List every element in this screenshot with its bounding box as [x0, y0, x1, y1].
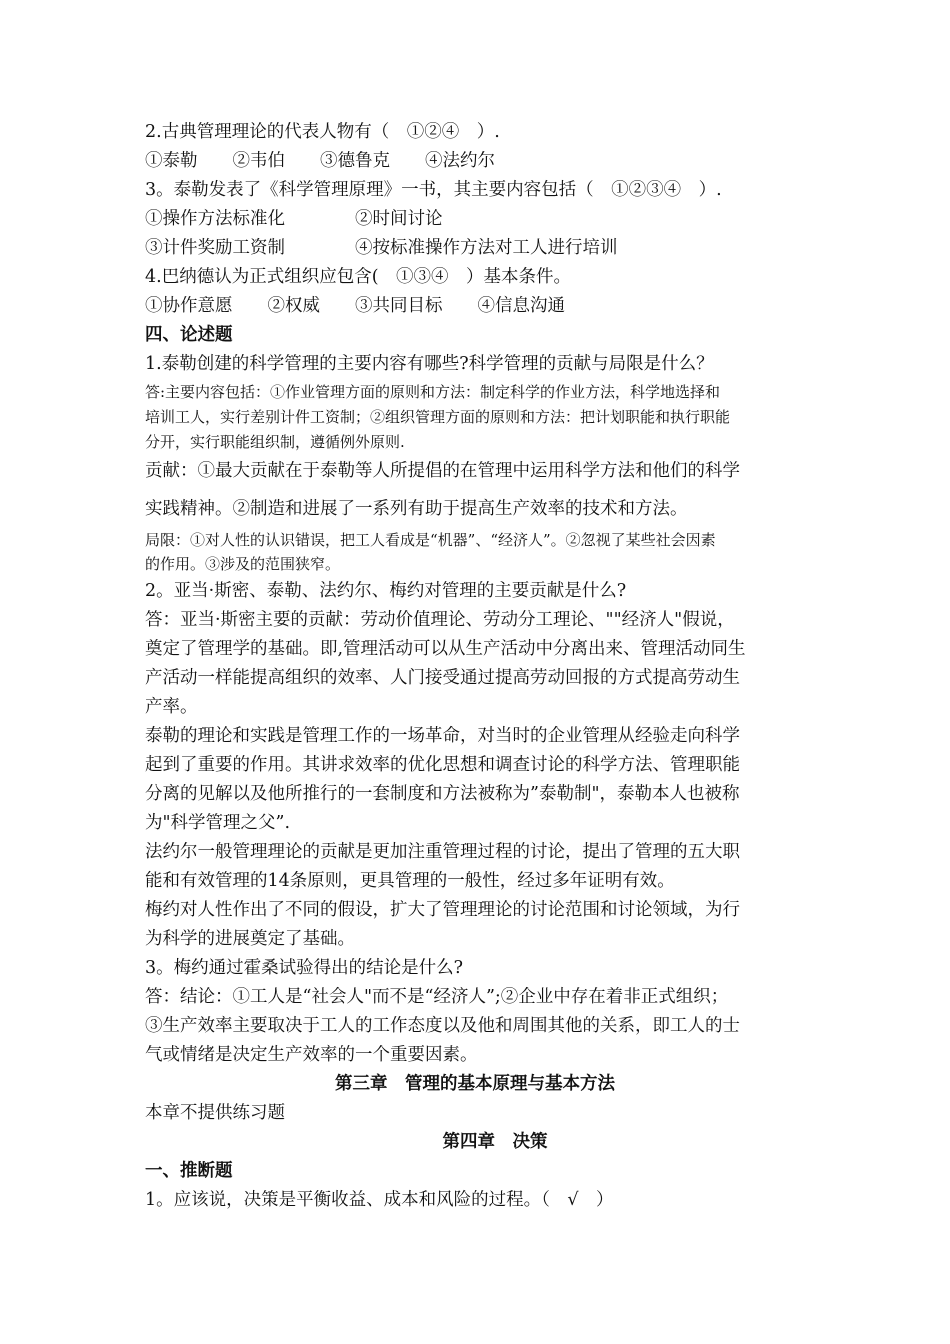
judgment-q1: 1。应该说，决策是平衡收益、成本和风险的过程。（ √ ） — [145, 1190, 614, 1210]
q2-options: ①泰勒 ②韦伯 ③德鲁克 ④法约尔 — [145, 151, 495, 171]
essay-q2-mayo-line-1: 梅约对人性作出了不同的假设，扩大了管理理论的讨论范围和讨论领域，为行 — [145, 900, 740, 920]
chapter-4-title: 第四章 决策 — [442, 1132, 548, 1152]
essay-q1-answer-line-2: 培训工人，实行差别计件工资制；②组织管理方面的原则和方法：把计划职能和执行职能 — [145, 408, 731, 426]
essay-q1-limitation-line-2: 的作用。③涉及的范围狭窄。 — [145, 555, 341, 573]
essay-q3-answer-line-2: ③生产效率主要取决于工人的工作态度以及他和周围其他的关系，即工人的士 — [145, 1016, 740, 1036]
q3-options-2: ③计件奖励工资制 ④按标准操作方法对工人进行培训 — [145, 238, 618, 258]
section-heading-essay: 四、论述题 — [145, 325, 233, 345]
essay-q1-answer-line-3: 分开，实行职能组织制，遵循例外原则. — [145, 433, 405, 451]
essay-q2-taylor-line-1: 泰勒的理论和实践是管理工作的一场革命，对当时的企业管理从经验走向科学 — [145, 726, 740, 746]
essay-q1-contribution-line-2: 实践精神。②制造和进展了一系列有助于提高生产效率的技术和方法。 — [145, 499, 688, 519]
essay-q1-limitation-line-1: 局限：①对人性的认识错误，把工人看成是“机器”、“经济人”。②忽视了某些社会因素 — [145, 531, 716, 549]
section-heading-judgment: 一、推断题 — [145, 1161, 233, 1181]
chapter-3-title: 第三章 管理的基本原理与基本方法 — [335, 1074, 615, 1094]
essay-q2-taylor-line-3: 分离的见解以及他所推行的一套制度和方法被称为”泰勒制"，泰勒本人也被称 — [145, 784, 740, 804]
essay-q3: 3。梅约通过霍桑试验得出的结论是什么? — [145, 958, 464, 978]
essay-q2-mayo-line-2: 为科学的进展奠定了基础。 — [145, 929, 355, 949]
essay-q1-contribution-line-1: 贡献：①最大贡献在于泰勒等人所提倡的在管理中运用科学方法和他们的科学 — [145, 461, 740, 481]
essay-q2: 2。亚当·斯密、泰勒、法约尔、梅约对管理的主要贡献是什么? — [145, 581, 627, 601]
q4-options: ①协作意愿 ②权威 ③共同目标 ④信息沟通 — [145, 296, 565, 316]
essay-q3-answer-line-3: 气或情绪是决定生产效率的一个重要因素。 — [145, 1045, 478, 1065]
essay-q2-fayol-line-1: 法约尔一般管理理论的贡献是更加注重管理过程的讨论，提出了管理的五大职 — [145, 842, 740, 862]
essay-q2-answer-line-4: 产率。 — [145, 697, 198, 717]
essay-q2-taylor-line-2: 起到了重要的作用。其讲求效率的优化思想和调查讨论的科学方法、管理职能 — [145, 755, 740, 775]
chapter-3-note: 本章不提供练习题 — [145, 1103, 285, 1123]
q3-question: 3。泰勒发表了《科学管理原理》一书，其主要内容包括（ ①②③④ ）. — [145, 180, 722, 200]
essay-q3-answer-line-1: 答：结论：①工人是“社会人"而不是“经济人”;②企业中存在着非正式组织； — [145, 987, 729, 1007]
q3-options-1: ①操作方法标准化 ②时间讨论 — [145, 209, 443, 229]
q4-question: 4.巴纳德认为正式组织应包含( ①③④ ）基本条件。 — [145, 267, 572, 287]
essay-q2-answer-line-1: 答：亚当·斯密主要的贡献：劳动价值理论、劳动分工理论、""经济人"假说， — [145, 610, 735, 630]
essay-q2-taylor-line-4: 为"科学管理之父”. — [145, 813, 291, 833]
q2-question: 2.古典管理理论的代表人物有（ ①②④ ）. — [145, 122, 500, 142]
essay-q2-answer-line-3: 产活动一样能提高组织的效率、人门接受通过提高劳动回报的方式提高劳动生 — [145, 668, 740, 688]
essay-q1-answer-line-1: 答:主要内容包括：①作业管理方面的原则和方法：制定科学的作业方法，科学地选择和 — [145, 383, 721, 401]
essay-q2-answer-line-2: 奠定了管理学的基础。即,管理活动可以从生产活动中分离出来、管理活动同生 — [145, 639, 746, 659]
essay-q2-fayol-line-2: 能和有效管理的14条原则，更具管理的一般性，经过多年证明有效。 — [145, 871, 675, 891]
essay-q1: 1.泰勒创建的科学管理的主要内容有哪些?科学管理的贡献与局限是什么？ — [145, 354, 714, 374]
